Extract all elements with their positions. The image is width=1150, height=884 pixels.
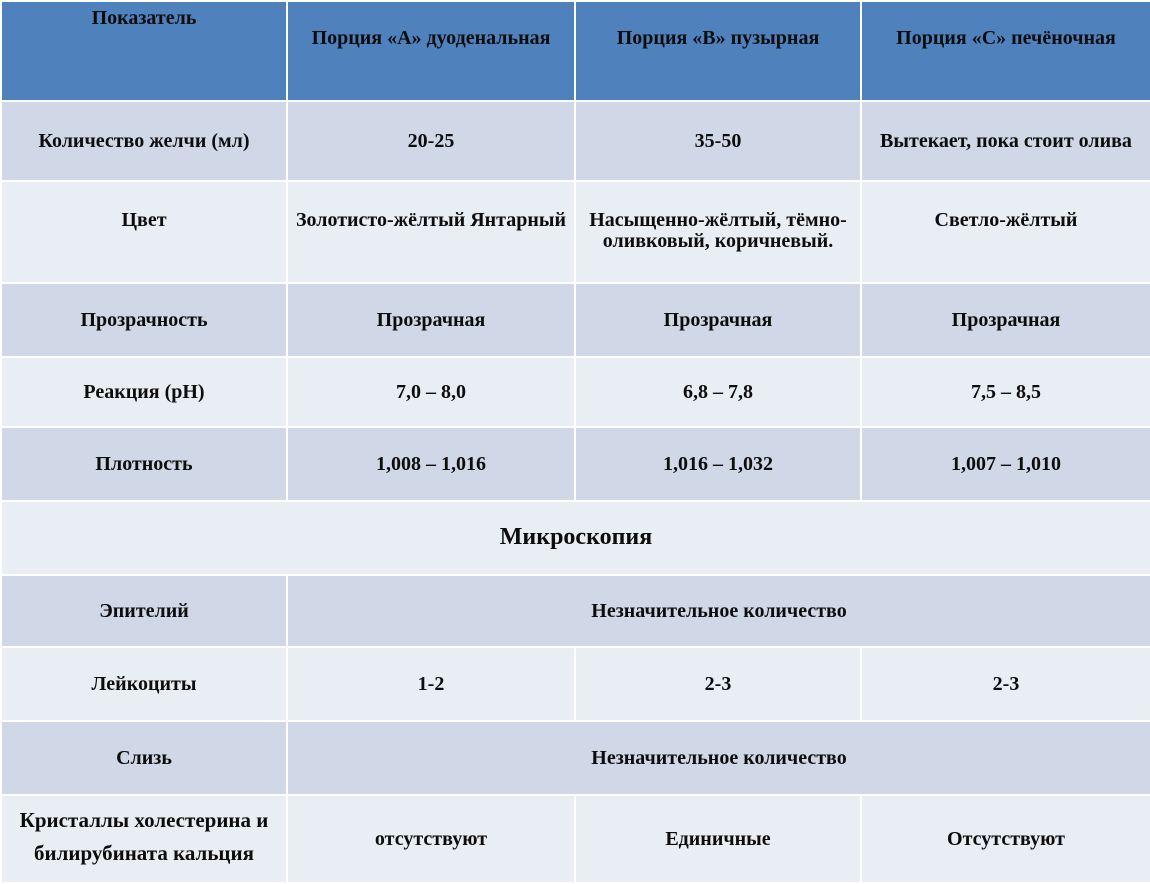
cell-portion-c: 7,5 – 8,5: [861, 357, 1150, 427]
cell-portion-b: Единичные: [575, 795, 861, 883]
table-row-crystals: [1, 795, 1150, 883]
cell-portion-c: Прозрачная: [861, 283, 1150, 357]
cell-portion-a: 7,0 – 8,0: [287, 357, 575, 427]
cell-portion-b: 6,8 – 7,8: [575, 357, 861, 427]
cell-portion-a: отсутствуют: [287, 795, 575, 883]
row-label: Лейкоциты: [1, 647, 287, 721]
row-label: Плотность: [1, 427, 287, 501]
cell-portion-a: Золотисто-жёлтый Янтарный: [287, 181, 575, 283]
cell-portion-b: 2-3: [575, 647, 861, 721]
row-label: Прозрачность: [1, 283, 287, 357]
cell-portion-b: 1,016 – 1,032: [575, 427, 861, 501]
header-row: [1, 1, 1150, 101]
table-row-transparency: [1, 283, 1150, 357]
cell-portion-b: Прозрачная: [575, 283, 861, 357]
row-label: Реакция (pH): [1, 357, 287, 427]
table-row-epithelium: [1, 575, 1150, 647]
cell-portion-b: 35-50: [575, 101, 861, 181]
cell-portion-c: Светло-жёлтый: [861, 181, 1150, 283]
row-label: Количество желчи (мл): [1, 101, 287, 181]
row-label: Эпителий: [1, 575, 287, 647]
cell-portion-b: Насыщенно-жёлтый, тёмно-оливковый, коричневый.: [575, 181, 861, 283]
microscopy-title: Микроскопия: [1, 501, 1150, 575]
table-row-density: [1, 427, 1150, 501]
cell-portion-a: Прозрачная: [287, 283, 575, 357]
cell-portion-c: 1,007 – 1,010: [861, 427, 1150, 501]
cell-portion-c: 2-3: [861, 647, 1150, 721]
cell-portion-a: 20-25: [287, 101, 575, 181]
header-portion-c: Порция «С» печёночная: [861, 1, 1150, 101]
table-row-leukocytes: [1, 647, 1150, 721]
row-label: Цвет: [1, 181, 287, 283]
microscopy-section-row: [1, 501, 1150, 575]
header-indicator: Показатель: [1, 1, 287, 101]
table-row-color: [1, 181, 1150, 283]
header-portion-a: Порция «А» дуоденальная: [287, 1, 575, 101]
cell-merged: Незначительное количество: [287, 575, 1150, 647]
row-label: Слизь: [1, 721, 287, 795]
cell-portion-a: 1-2: [287, 647, 575, 721]
cell-portion-c: Вытекает, пока стоит олива: [861, 101, 1150, 181]
table-row-reaction: [1, 357, 1150, 427]
cell-portion-c: Отсутствуют: [861, 795, 1150, 883]
cell-merged: Незначительное количество: [287, 721, 1150, 795]
cell-portion-a: 1,008 – 1,016: [287, 427, 575, 501]
row-label: Кристаллы холестерина и билирубината кальция: [1, 795, 287, 883]
table-row-quantity: [1, 101, 1150, 181]
table-row-mucus: [1, 721, 1150, 795]
header-portion-b: Порция «В» пузырная: [575, 1, 861, 101]
